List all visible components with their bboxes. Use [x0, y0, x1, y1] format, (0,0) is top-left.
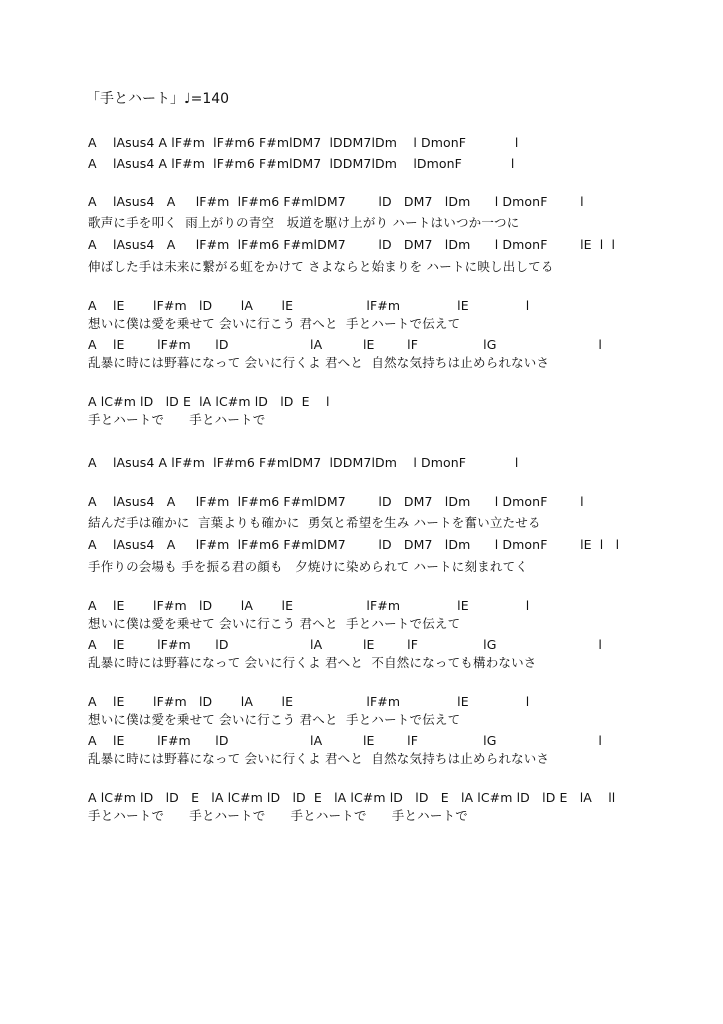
lyric-line: 手とハートで 手とハートで: [88, 412, 266, 427]
chord-line: A lE lF#m lD lA lE lF#m lE l: [88, 298, 530, 313]
chord-line: A lE lF#m lD lA lE lF lG l: [88, 337, 602, 352]
chord-line: A lE lF#m lD lA lE lF lG l: [88, 733, 602, 748]
lyric-line: 乱暴に時には野暮になって 会いに行くよ 君へと 自然な気持ちは止められないさ: [88, 355, 550, 370]
chord-line: A lAsus4 A lF#m lF#m6 F#mlDM7 lD DM7 lDm l DmonF l: [88, 194, 584, 209]
lyric-line: 乱暴に時には野暮になって 会いに行くよ 君へと 自然な気持ちは止められないさ: [88, 751, 550, 766]
lyric-line: 伸ばした手は未来に繋がる虹をかけて さよならと始まりを ハートに映し出してる: [88, 259, 554, 274]
lyric-line: 歌声に手を叩く 雨上がりの青空 坂道を駆け上がり ハートはいつか一つに: [88, 215, 520, 230]
chord-line: A lAsus4 A lF#m lF#m6 F#mlDM7 lDDM7lDm l DmonF l: [88, 455, 519, 470]
song-title: 「手とハート」♩=140: [86, 91, 230, 107]
chord-line: A lE lF#m lD lA lE lF lG l: [88, 637, 602, 652]
lyric-line: 想いに僕は愛を乗せて 会いに行こう 君へと 手とハートで伝えて: [88, 712, 461, 727]
chord-line: A lAsus4 A lF#m lF#m6 F#mlDM7 lD DM7 lDm l DmonF l: [88, 494, 584, 509]
lyric-line: 想いに僕は愛を乗せて 会いに行こう 君へと 手とハートで伝えて: [88, 616, 461, 631]
lyric-line: 手とハートで 手とハートで 手とハートで 手とハートで: [88, 808, 468, 823]
lyric-line: 想いに僕は愛を乗せて 会いに行こう 君へと 手とハートで伝えて: [88, 316, 461, 331]
chord-line: A lC#m lD lD E lA lC#m lD lD E l: [88, 394, 330, 409]
chord-line: A lAsus4 A lF#m lF#m6 F#mlDM7 lDDM7lDm lDmonF l: [88, 156, 515, 171]
chord-line: A lC#m lD lD E lA lC#m lD lD E lA lC#m lD lD E lA lC#m lD lD E lA ll: [88, 790, 616, 805]
chord-line: A lAsus4 A lF#m lF#m6 F#mlDM7 lD DM7 lDm l DmonF lE l l: [88, 537, 620, 552]
lyric-line: 乱暴に時には野暮になって 会いに行くよ 君へと 不自然になっても構わないさ: [88, 655, 537, 670]
lyric-line: 手作りの会場も 手を振る君の顔も 夕焼けに染められて ハートに刻まれてく: [88, 559, 528, 574]
chord-line: A lAsus4 A lF#m lF#m6 F#mlDM7 lDDM7lDm l DmonF l: [88, 135, 519, 150]
chord-line: A lE lF#m lD lA lE lF#m lE l: [88, 694, 530, 709]
chord-line: A lAsus4 A lF#m lF#m6 F#mlDM7 lD DM7 lDm l DmonF lE l l: [88, 237, 616, 252]
chord-line: A lE lF#m lD lA lE lF#m lE l: [88, 598, 530, 613]
lyric-line: 結んだ手は確かに 言葉よりも確かに 勇気と希望を生み ハートを奮い立たせる: [88, 515, 541, 530]
